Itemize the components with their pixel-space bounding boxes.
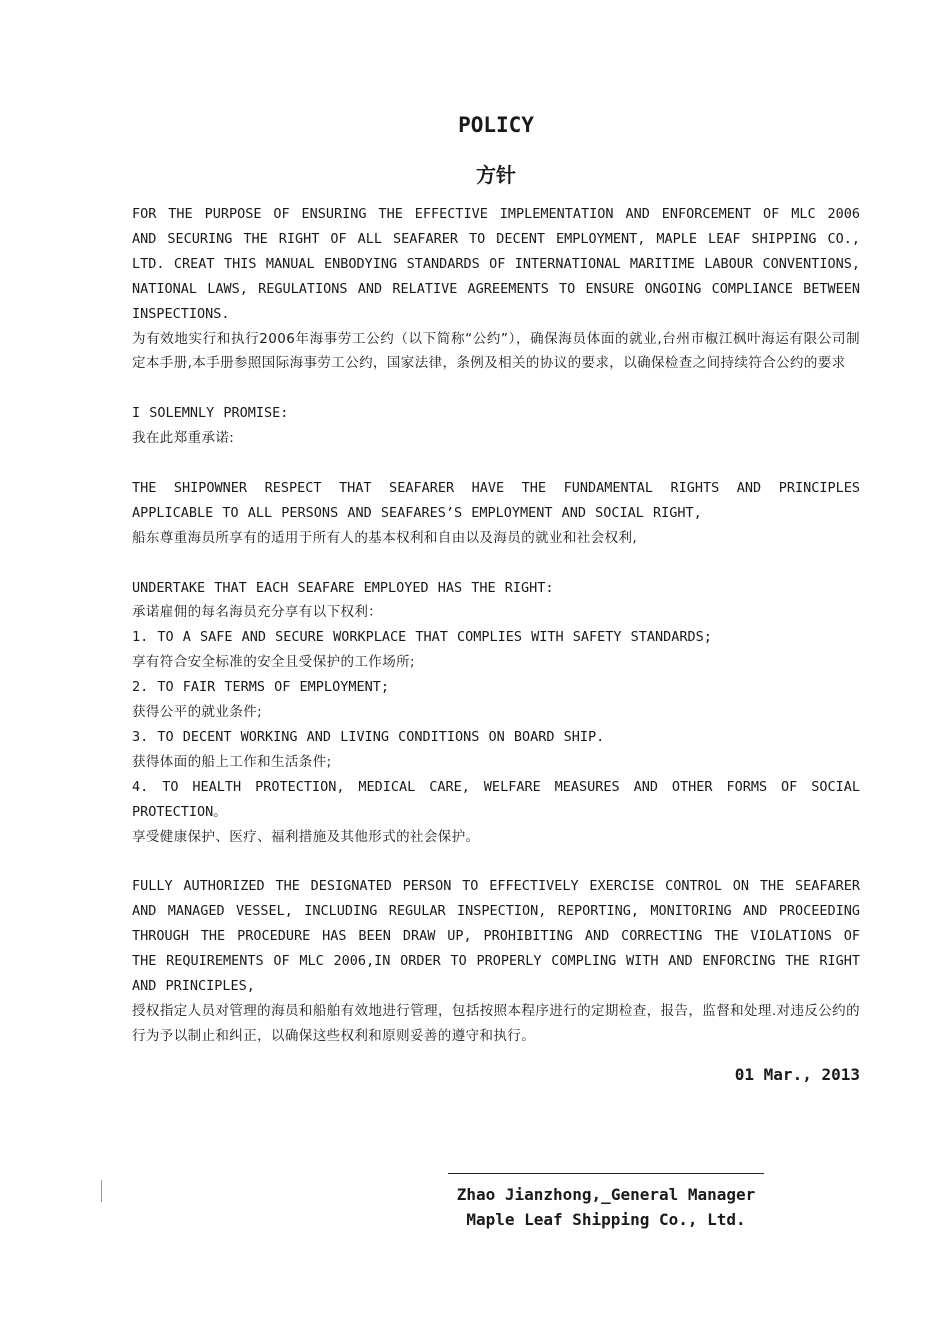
margin-line xyxy=(101,1180,102,1202)
right-item-en: 3. TO DECENT WORKING AND LIVING CONDITIONS ON BOARD SHIP. xyxy=(132,728,605,745)
right-item-en: 2. TO FAIR TERMS OF EMPLOYMENT; xyxy=(132,679,389,696)
intro-paragraph-en: FOR THE PURPOSE OF ENSURING THE EFFECTIVE IMPLEMENTATION AND ENFORCEMENT OF MLC 2006 AND SECURING THE RIGHT OF ALL SEAFARER TO DECENT EMPLOYMENT, MAPLE LEAF SHIPPING CO., LTD. CREAT THIS MANUAL ENBODYING STANDARDS OF INTERNATIONAL MARITIME LABOUR CONVENTIONS, NATIONAL LAWS, REGULATIONS AND RELATIVE AGREEMENTS TO ENSURE ONGOING COMPLIANCE BETWEEN INSPECTIONS. xyxy=(132,206,860,322)
spacer xyxy=(132,451,860,476)
promise-heading-en: I SOLEMNLY PROMISE: xyxy=(132,405,289,422)
right-item-en: 1. TO A SAFE AND SECURE WORKPLACE THAT COMPLIES WITH SAFETY STANDARDS; xyxy=(132,629,712,646)
right-item-cn: 享受健康保护、医疗、福利措施及其他形式的社会保护。 xyxy=(132,828,480,845)
right-item-cn: 获得公平的就业条件; xyxy=(132,704,263,721)
signature-line xyxy=(448,1173,764,1174)
spacer xyxy=(132,376,860,401)
policy-document xyxy=(132,110,860,1087)
undertake-heading-en: UNDERTAKE THAT EACH SEAFARE EMPLOYED HAS THE RIGHT: xyxy=(132,579,554,596)
respect-paragraph-cn: 船东尊重海员所享有的适用于所有人的基本权利和自由以及海员的就业和社会权利, xyxy=(132,529,638,546)
spacer xyxy=(132,551,860,576)
spacer xyxy=(132,850,860,875)
authorize-paragraph-en: FULLY AUTHORIZED THE DESIGNATED PERSON TO EFFECTIVELY EXERCISE CONTROL ON THE SEAFARER AND MANAGED VESSEL, INCLUDING REGULAR INSPECTION, REPORTING, MONITORING AND PROCEEDING THROUGH THE PROCEDURE HAS BEEN DRAW UP, PROHIBITING AND CORRECTING THE VIOLATIONS OF THE REQUIREMENTS OF MLC 2006,IN ORDER TO PROPERLY COMPLING WITH AND ENFORCING THE RIGHT AND PRINCIPLES, xyxy=(132,878,860,995)
page-title: POLICY xyxy=(458,113,534,137)
intro-paragraph-cn: 为有效地实行和执行2006年海事劳工公约（以下简称“公约”），确保海员体面的就业,台州市椒江枫叶海运有限公司制定本手册,本手册参照国际海事劳工公约，国家法律，条例及相关的协议的要求，以确保检查之间持续符合公约的要求 xyxy=(132,330,860,372)
document-date: 01 Mar., 2013 xyxy=(734,1064,860,1084)
rights-list xyxy=(132,625,860,849)
signature-block xyxy=(448,1182,764,1232)
undertake-heading-cn: 承诺雇佣的每名海员充分享有以下权利： xyxy=(132,604,383,621)
signatory-name: Zhao Jianzhong,_General Manager xyxy=(456,1185,756,1204)
respect-paragraph-en: THE SHIPOWNER RESPECT THAT SEAFARER HAVE THE FUNDAMENTAL RIGHTS AND PRINCIPLES APPLICABLE TO ALL PERSONS AND SEAFARES’S EMPLOYMENT AND SOCIAL RIGHT, xyxy=(132,479,860,521)
right-item-cn: 获得体面的船上工作和生活条件; xyxy=(132,753,332,770)
right-item-en: 4. TO HEALTH PROTECTION, MEDICAL CARE, WELFARE MEASURES AND OTHER FORMS OF SOCIAL PROTECTION。 xyxy=(132,778,860,820)
right-item-cn: 享有符合安全标准的安全且受保护的工作场所; xyxy=(132,654,415,671)
authorize-paragraph-cn: 授权指定人员对管理的海员和船舶有效地进行管理，包括按照本程序进行的定期检查，报告，监督和处理.对违反公约的行为予以制止和纠正，以确保这些权利和原则妥善的遵守和执行。 xyxy=(132,1002,860,1044)
promise-heading-cn: 我在此郑重承诺: xyxy=(132,430,235,447)
page-title-chinese: 方针 xyxy=(476,163,516,187)
company-name: Maple Leaf Shipping Co., Ltd. xyxy=(466,1210,746,1229)
